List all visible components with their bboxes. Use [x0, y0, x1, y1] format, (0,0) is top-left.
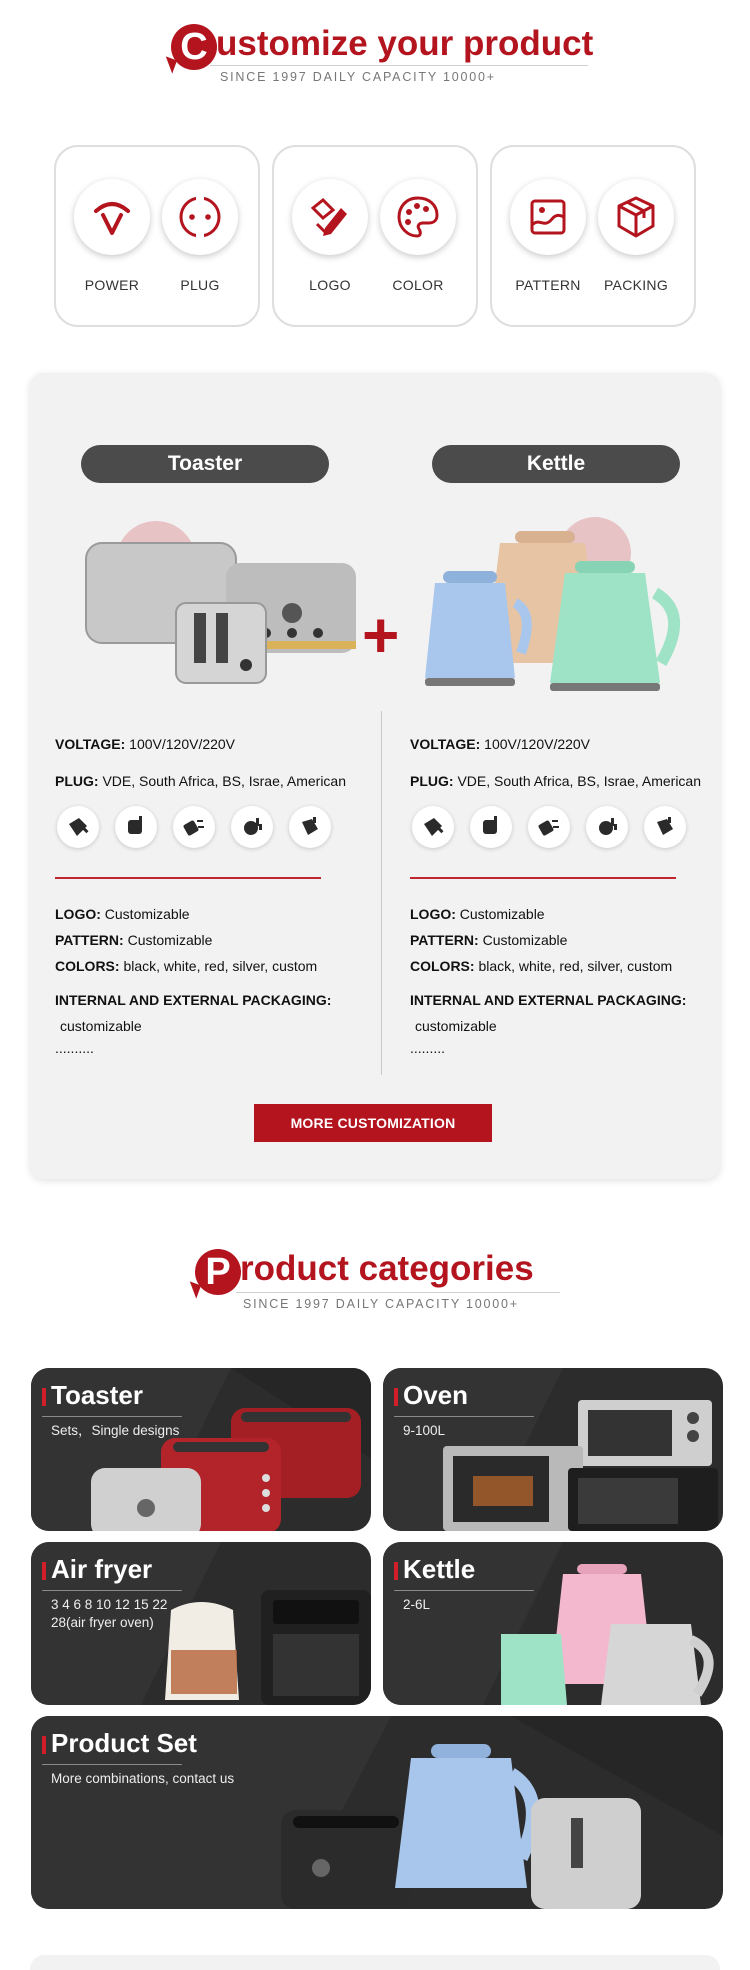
kettle-pill: Kettle	[432, 445, 680, 483]
plug-type-uk-icon	[115, 806, 157, 848]
tile-product-set-sub: More combinations, contact us	[51, 1771, 235, 1786]
toaster-more-ellipsis: ..........	[55, 1040, 94, 1056]
tile-air-fryer-title: Air fryer	[51, 1554, 153, 1584]
toaster-packaging-label: INTERNAL AND EXTERNAL PACKAGING:	[55, 992, 332, 1008]
plug-type-israel-icon	[644, 806, 686, 848]
plug-icon	[177, 194, 223, 240]
kettle-spec-rule	[410, 877, 676, 879]
toaster-plug: PLUG: VDE, South Africa, BS, Israe, American	[55, 773, 347, 789]
option-color[interactable]	[380, 179, 456, 293]
option-color-label: COLOR	[392, 277, 444, 293]
toaster-image	[56, 513, 356, 693]
tile-toaster-sub: Sets，Single designs	[51, 1423, 180, 1438]
categories-subtitle: SINCE 1997 DAILY CAPACITY 10000+	[243, 1297, 519, 1311]
customize-badge: C	[171, 24, 217, 70]
categories-badge: P	[195, 1249, 241, 1295]
toaster-pill: Toaster	[81, 445, 329, 483]
option-card-design	[490, 145, 696, 327]
tile-kettle-sub: 2-6L	[403, 1597, 431, 1612]
plug-type-uk-icon	[470, 806, 512, 848]
plug-type-sa-icon	[231, 806, 273, 848]
kettle-colors: COLORS: black, white, red, silver, custom	[410, 958, 673, 974]
column-divider	[381, 711, 382, 1075]
plug-type-sa-icon	[586, 806, 628, 848]
option-pattern[interactable]	[510, 179, 586, 293]
customize-subtitle: SINCE 1997 DAILY CAPACITY 10000+	[220, 70, 496, 84]
option-pattern-label: PATTERN	[515, 277, 581, 293]
toaster-plug-icons	[55, 806, 375, 850]
spec-panel	[30, 373, 720, 1179]
tile-air-fryer-sizes: 3 4 6 8 10 12 15 22	[51, 1597, 168, 1612]
customize-title: ustomize your product	[216, 24, 594, 63]
option-logo-label: LOGO	[309, 277, 351, 293]
toaster-packaging: customizable	[60, 1018, 142, 1034]
category-tile-kettle[interactable]	[383, 1542, 723, 1705]
toaster-logo: LOGO: Customizable	[55, 906, 190, 922]
option-power-label: POWER	[84, 277, 140, 293]
palette-icon	[395, 194, 441, 240]
categories-rule	[236, 1292, 560, 1293]
categories-title: roduct categories	[240, 1249, 534, 1288]
category-tile-oven[interactable]	[383, 1368, 723, 1531]
plug-type-us-icon	[528, 806, 570, 848]
tile-air-fryer-oven-note: 28(air fryer oven)	[51, 1615, 154, 1630]
toaster-voltage: VOLTAGE: 100V/120V/220V	[55, 736, 236, 752]
toaster-colors: COLORS: black, white, red, silver, custom	[55, 958, 318, 974]
tile-oven-title: Oven	[403, 1380, 469, 1410]
tile-product-set-image	[281, 1738, 701, 1909]
kettle-packaging-label: INTERNAL AND EXTERNAL PACKAGING:	[410, 992, 687, 1008]
option-card-branding	[272, 145, 478, 327]
option-card-electrical	[54, 145, 260, 327]
next-section-edge	[30, 1955, 720, 1970]
option-power[interactable]	[74, 179, 150, 293]
more-customization-button[interactable]: MORE CUSTOMIZATION	[254, 1104, 492, 1142]
tile-product-set-rule	[42, 1764, 182, 1765]
kettle-voltage: VOLTAGE: 100V/120V/220V	[410, 736, 591, 752]
category-tile-air-fryer[interactable]	[31, 1542, 371, 1705]
tile-air-fryer-image	[161, 1590, 371, 1705]
toaster-pattern: PATTERN: Customizable	[55, 932, 213, 948]
tile-product-set-title: Product Set	[51, 1728, 197, 1758]
categories-header	[0, 1245, 750, 1325]
kettle-plug: PLUG: VDE, South Africa, BS, Israe, American	[410, 773, 702, 789]
toaster-spec-rule	[55, 877, 321, 879]
pattern-icon	[526, 195, 570, 239]
plug-type-vde-icon	[412, 806, 454, 848]
tile-kettle-image	[501, 1564, 723, 1705]
category-tile-product-set[interactable]	[31, 1716, 723, 1909]
tile-oven-image	[443, 1396, 723, 1531]
kettle-pattern: PATTERN: Customizable	[410, 932, 568, 948]
logo-pen-icon	[307, 194, 353, 240]
kettle-logo: LOGO: Customizable	[410, 906, 545, 922]
kettle-packaging: customizable	[415, 1018, 497, 1034]
tile-air-fryer-sub	[51, 1596, 167, 1632]
kettle-plug-icons	[410, 806, 730, 850]
plug-type-us-icon	[173, 806, 215, 848]
tile-kettle-title: Kettle	[403, 1554, 476, 1584]
box-icon	[613, 194, 659, 240]
category-tile-toaster[interactable]	[31, 1368, 371, 1531]
kettle-image	[425, 503, 715, 703]
tile-oven-sub: 9-100L	[403, 1423, 446, 1438]
power-icon	[90, 195, 134, 239]
option-plug-label: PLUG	[180, 277, 220, 293]
tile-toaster-title: Toaster	[51, 1380, 143, 1410]
customize-header	[0, 18, 750, 98]
plus-sign: +	[362, 599, 400, 671]
option-packing-label: PACKING	[603, 277, 669, 293]
option-packing[interactable]	[598, 179, 674, 293]
kettle-more-ellipsis: .........	[410, 1040, 446, 1056]
tile-toaster-image	[91, 1398, 371, 1531]
option-plug[interactable]	[162, 179, 238, 293]
plug-type-israel-icon	[289, 806, 331, 848]
option-logo[interactable]	[292, 179, 368, 293]
customize-rule	[210, 65, 588, 66]
plug-type-vde-icon	[57, 806, 99, 848]
